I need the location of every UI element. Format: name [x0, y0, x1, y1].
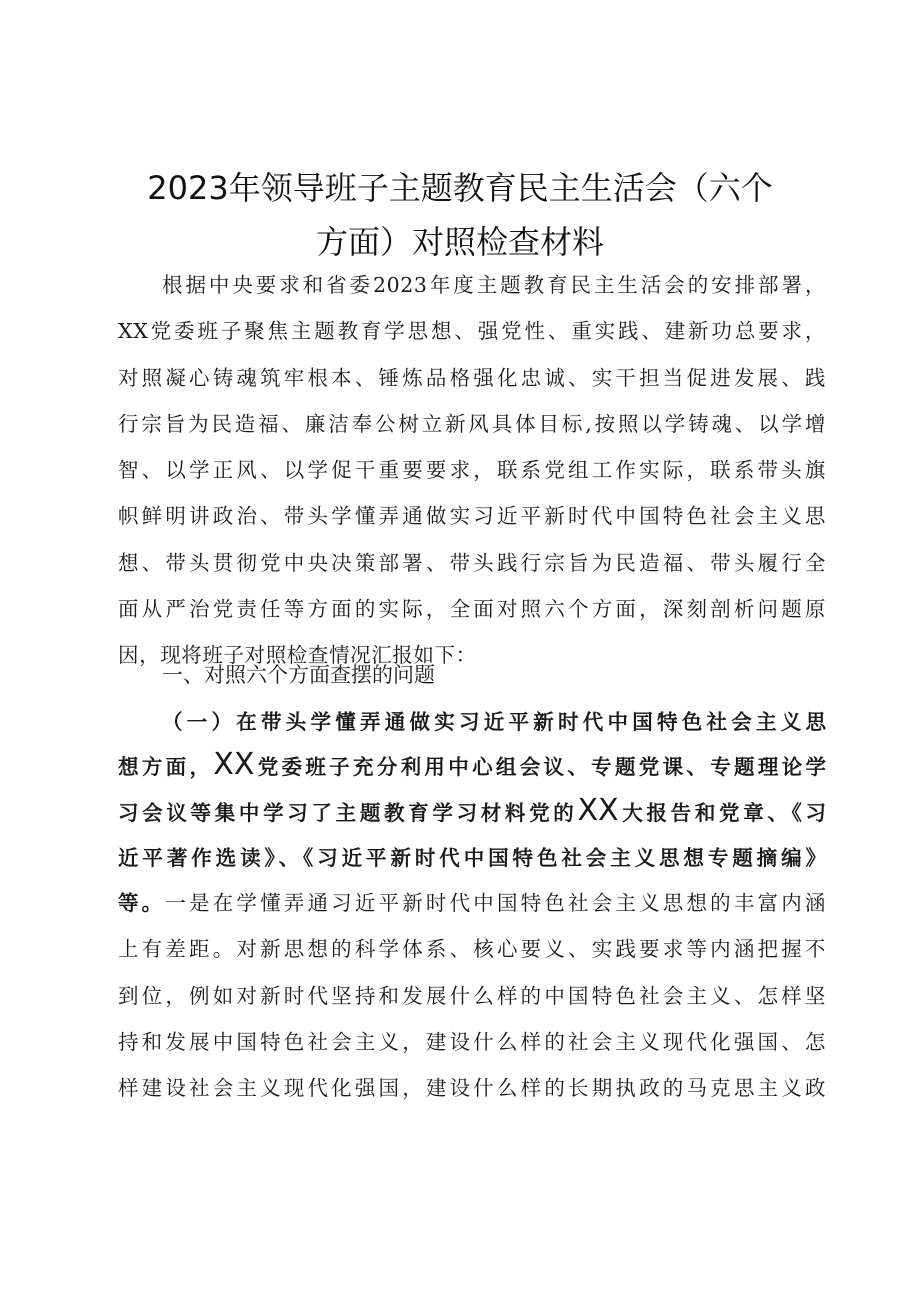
- intro-line: 智、以学正风、以学促干重要要求，联系党组工作实际，联系带头旗: [118, 458, 826, 483]
- section-one-body: [118, 880, 826, 1111]
- section-line: 上有差距。对新思想的科学体系、核心要义、实践要求等内涵把握不: [118, 937, 826, 962]
- intro-line: 根据中央要求和省委2023年度主题教育民主生活会的安排部署，: [162, 273, 826, 297]
- title-line-2: 方面）对照检查材料: [315, 223, 604, 261]
- section-one-lead: [118, 700, 826, 881]
- intro-line: 行宗旨为民造福、廉洁奉公树立新风具体目标,按照以学铸魂、以学增: [118, 411, 826, 436]
- placeholder-xx: XX: [577, 792, 619, 828]
- section-line: 近平著作选读》、《习近平新时代中国特色社会主义思想专题摘编》: [118, 845, 826, 870]
- section-line: 样建设社会主义现代化强国，建设什么样的长期执政的马克思主义政: [118, 1076, 826, 1101]
- section-line: 持和发展中国特色社会主义，建设什么样的社会主义现代化强国、怎: [118, 1029, 826, 1054]
- section-line: [118, 791, 826, 836]
- section-text: 习会议等集中学习了主题教育学习材料党的: [118, 800, 578, 825]
- title-line-1: 2023年领导班子主题教育民主生活会（六个: [147, 169, 773, 207]
- section-text-bold: 等。: [118, 891, 166, 915]
- placeholder-xx: XX: [213, 747, 255, 783]
- intro-line: 帜鲜明讲政治、带头学懂弄通做实习近平新时代中国特色社会主义思: [118, 504, 826, 529]
- section-line: 到位，例如对新时代坚持和发展什么样的中国特色社会主义、怎样坚: [118, 983, 826, 1008]
- section-heading: 一、对照六个方面查摆的问题: [162, 663, 435, 687]
- section-text: 大报告和党章、《习: [618, 800, 827, 825]
- intro-line: 想、带头贯彻党中央决策部署、带头践行宗旨为民造福、带头履行全: [118, 550, 826, 575]
- intro-line: XX党委班子聚焦主题教育学思想、强党性、重实践、建新功总要求，: [118, 319, 826, 344]
- intro-line: 因，现将班子对照检查情况汇报如下：: [118, 643, 477, 668]
- intro-line: 面从严治党责任等方面的实际，全面对照六个方面，深刻剖析问题原: [118, 597, 826, 622]
- section-text: 一是在学懂弄通习近平新时代中国特色社会主义思想的丰富内涵: [165, 891, 826, 915]
- section-line: [118, 880, 826, 926]
- section-line: [118, 745, 826, 790]
- intro-paragraph: [118, 262, 826, 679]
- intro-line: 对照凝心铸魂筑牢根本、锤炼品格强化忠诚、实干担当促进发展、践: [118, 365, 826, 390]
- section-text: 党委班子充分利用中心组会议、专题党课、专题理论学: [254, 755, 827, 780]
- section-line: （一）在带头学懂弄通做实习近平新时代中国特色社会主义思: [162, 710, 826, 734]
- section-text: 想方面，: [118, 755, 214, 780]
